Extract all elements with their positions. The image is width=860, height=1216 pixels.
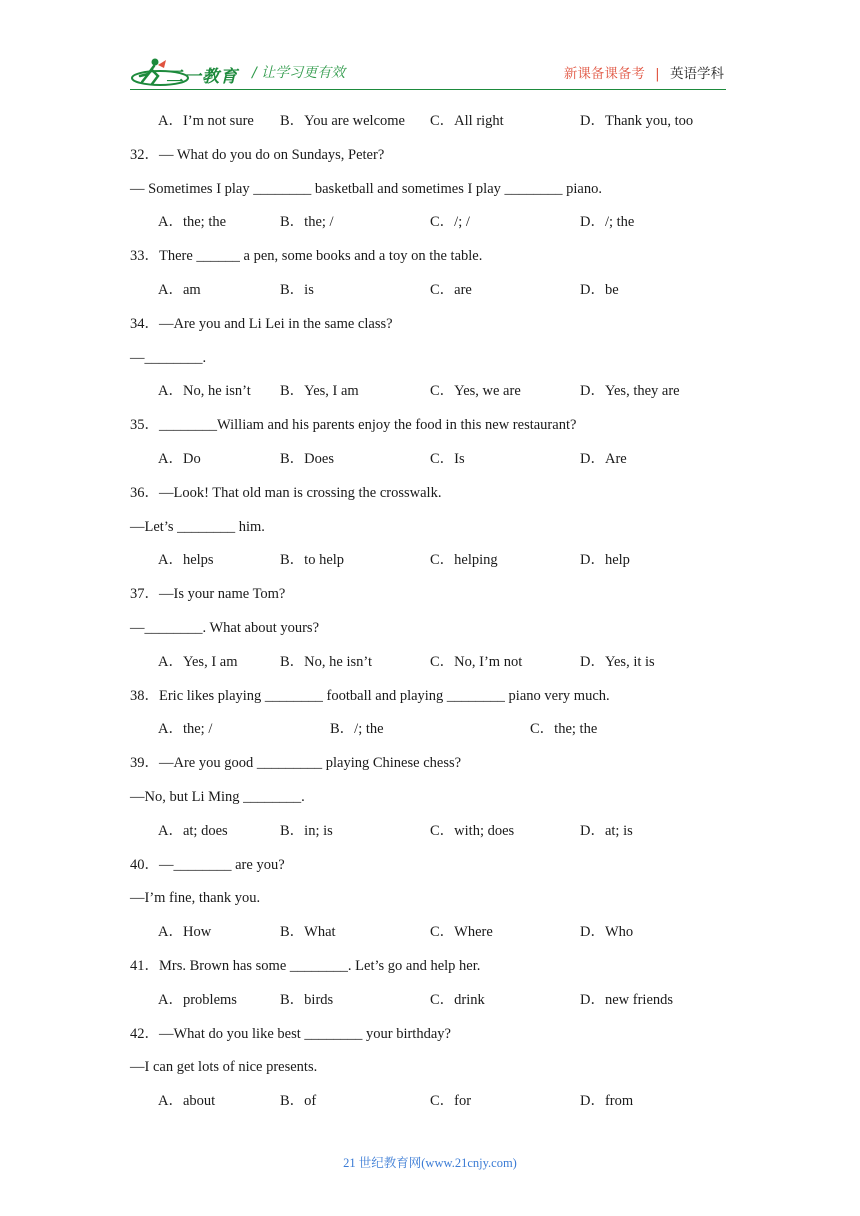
option-b: B．What bbox=[280, 924, 336, 941]
logo-text: 二一教育 bbox=[166, 67, 238, 87]
question-line: —________. bbox=[130, 349, 207, 366]
option-c: C．for bbox=[430, 1093, 472, 1110]
option-a: A．the; / bbox=[158, 721, 213, 738]
question-line: —I’m fine, thank you. bbox=[130, 890, 261, 907]
header-tag: 新课备课备考 bbox=[563, 66, 645, 82]
option-a: A．at; does bbox=[158, 822, 228, 839]
option-a: A．about bbox=[158, 1093, 216, 1110]
option-c: C．are bbox=[430, 282, 472, 298]
option-b: B．in; is bbox=[280, 822, 333, 839]
option-d: D．/; the bbox=[580, 214, 635, 231]
option-d: D．from bbox=[580, 1093, 634, 1110]
question-line: —No, but Li Ming ________. bbox=[130, 789, 305, 805]
question-line: 34．—Are you and Li Lei in the same class? bbox=[130, 315, 393, 332]
question-line: 39．—Are you good _________ playing Chinese chess? bbox=[130, 755, 462, 772]
question-line: 36．—Look! That old man is crossing the crosswalk. bbox=[130, 484, 442, 501]
option-b: B．You are welcome bbox=[280, 113, 405, 129]
option-b: B．to help bbox=[280, 552, 345, 569]
option-a: A．How bbox=[158, 924, 212, 941]
option-a: A．am bbox=[158, 282, 201, 298]
option-c: C．with; does bbox=[430, 822, 515, 839]
option-d: D．Who bbox=[580, 924, 634, 941]
option-b: B．birds bbox=[280, 991, 334, 1008]
page-header bbox=[0, 0, 860, 100]
option-b: B．of bbox=[280, 1093, 317, 1110]
header-divider bbox=[130, 89, 726, 90]
option-d: D．Yes, it is bbox=[580, 653, 655, 670]
option-a: A．Yes, I am bbox=[158, 653, 238, 670]
option-b: B．is bbox=[280, 282, 314, 298]
option-a: A．Do bbox=[158, 451, 201, 467]
question-line: 42．—What do you like best ________ your birthday? bbox=[130, 1025, 451, 1042]
option-c: C．/; / bbox=[430, 214, 470, 231]
question-line: 37．—Is your name Tom? bbox=[130, 586, 286, 603]
option-a: A．the; the bbox=[158, 214, 227, 231]
option-d: D．help bbox=[580, 552, 630, 569]
option-b: B．/; the bbox=[330, 721, 384, 738]
question-line: 35．________William and his parents enjoy the food in this new restaurant? bbox=[130, 417, 577, 434]
option-c: C．All right bbox=[430, 113, 504, 129]
option-d: D．Yes, they are bbox=[580, 383, 680, 400]
header-subject: 英语学科 bbox=[670, 66, 724, 82]
header-separator: | bbox=[655, 66, 660, 82]
option-b: B．Does bbox=[280, 451, 334, 467]
option-d: D．at; is bbox=[580, 822, 633, 839]
option-a: A．No, he isn’t bbox=[158, 383, 251, 400]
option-a: A．helps bbox=[158, 552, 214, 569]
page-footer: 21 世纪教育网(www.21cnjy.com) bbox=[343, 1156, 517, 1170]
option-c: C．helping bbox=[430, 552, 498, 569]
option-c: C．Yes, we are bbox=[430, 383, 521, 400]
option-c: C．Where bbox=[430, 924, 493, 941]
question-line: 33．There ______ a pen, some books and a toy on the table. bbox=[130, 248, 483, 265]
question-line: — Sometimes I play ________ basketball and sometimes I play ________ piano. bbox=[130, 180, 602, 197]
question-line: 38．Eric likes playing ________ football and playing ________ piano very much. bbox=[130, 687, 610, 704]
option-d: D．Thank you, too bbox=[580, 113, 694, 129]
question-line: —I can get lots of nice presents. bbox=[130, 1059, 318, 1076]
option-d: D．be bbox=[580, 282, 619, 298]
option-b: B．Yes, I am bbox=[280, 383, 359, 400]
option-b: B．No, he isn’t bbox=[280, 653, 372, 670]
header-right bbox=[564, 62, 724, 82]
question-line: 32．— What do you do on Sundays, Peter? bbox=[130, 146, 385, 163]
question-line: —________. What about yours? bbox=[130, 620, 320, 636]
header-slogan: / 让学习更有效 bbox=[252, 65, 346, 81]
question-line: 40．—________ are you? bbox=[130, 856, 285, 873]
option-d: D．Are bbox=[580, 451, 627, 467]
option-a: A．problems bbox=[158, 991, 237, 1008]
option-d: D．new friends bbox=[580, 991, 674, 1008]
question-line: —Let’s ________ him. bbox=[130, 518, 265, 535]
option-b: B．the; / bbox=[280, 214, 334, 231]
option-c: C．No, I’m not bbox=[430, 653, 523, 670]
option-c: C．Is bbox=[430, 451, 465, 467]
option-c: C．drink bbox=[430, 991, 485, 1008]
question-line: 41．Mrs. Brown has some ________. Let’s go and help her. bbox=[130, 958, 481, 974]
option-a: A．I’m not sure bbox=[158, 113, 254, 129]
option-c: C．the; the bbox=[530, 721, 598, 738]
